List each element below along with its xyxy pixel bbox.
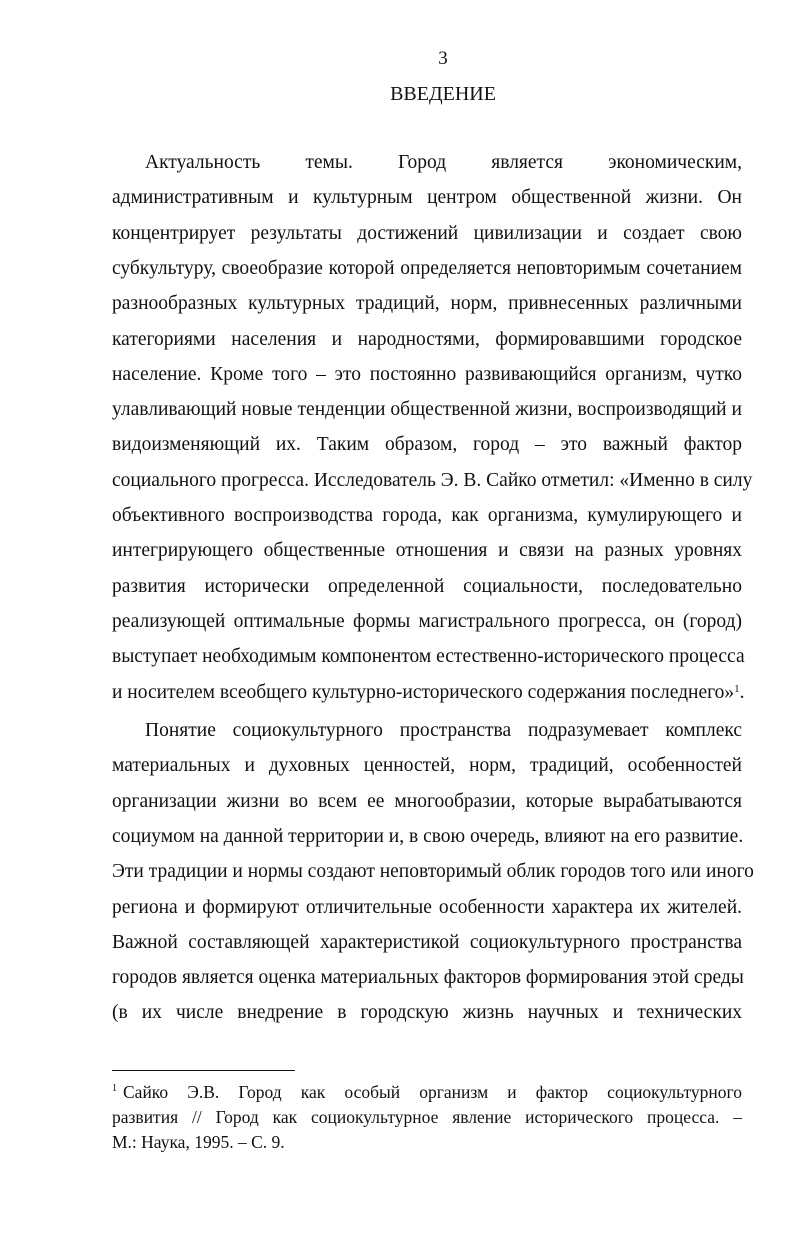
text-line <box>112 292 742 316</box>
text-line <box>112 645 745 669</box>
text-line <box>112 257 742 281</box>
text-line <box>112 610 742 634</box>
text-line-content: концентрирует результаты достижений цивилизации и создает свою <box>112 222 742 244</box>
text-line-content: городов является оценка материальных факторов формирования этой среды <box>112 967 744 989</box>
text-line <box>112 186 742 210</box>
text-line-content: интегрирующего общественные отношения и связи на разных уровнях <box>112 540 742 562</box>
text-line-content: реализующей оптимальные формы магистрального прогресса, он (город) <box>112 610 742 632</box>
footnote-mark: 1 <box>112 1083 117 1094</box>
text-line-content: Актуальность темы. Город является экономическим, <box>145 152 742 173</box>
text-line-content: разнообразных культурных традиций, норм, привнесенных различными <box>112 293 742 315</box>
footnote-text: развития // Город как социокультурное явление исторического процесса. – <box>112 1107 742 1127</box>
text-line-content: субкультуру, своеобразие которой определяется неповторимым сочетанием <box>112 257 742 279</box>
text-line-content: социумом на данной территории и, в свою очередь, влияют на его развитие. <box>112 825 744 847</box>
text-line <box>112 222 742 246</box>
text-line-content: материальных и духовных ценностей, норм, традиций, особенностей <box>112 755 742 777</box>
footnote-separator <box>112 1070 295 1071</box>
text-line <box>112 931 742 955</box>
text-line-content: население. Кроме того – это постоянно развивающийся организм, чутко <box>112 363 742 385</box>
footnote-text: М.: Наука, 1995. – С. 9. <box>112 1132 285 1152</box>
text-line-content: (в их числе внедрение в городскую жизнь научных и технических <box>112 1002 742 1024</box>
text-line <box>112 539 742 563</box>
text-line <box>112 575 742 599</box>
text-line <box>112 328 742 352</box>
text-line-content: Важной составляющей характеристикой социокультурного пространства <box>112 931 742 953</box>
text-line-content: социального прогресса. Исследователь Э. В. Сайко отметил: «Именно в силу <box>112 469 753 491</box>
text-line-content: Понятие социокультурного пространства подразумевает комплекс <box>145 720 742 741</box>
text-line-content: организации жизни во всем ее многообразии, которые вырабатываются <box>112 790 742 812</box>
text-line <box>112 398 742 422</box>
text-line <box>112 896 742 920</box>
footnote-reference[interactable]: 1 <box>734 682 740 695</box>
text-line-content: категориями населения и народностями, формировавшими городское <box>112 328 742 350</box>
text-line <box>112 790 742 814</box>
text-line-content: региона и формируют отличительные особенности характера их жителей. <box>112 896 742 918</box>
text-line <box>112 1001 742 1025</box>
text-line-content: административным и культурным центром общественной жизни. Он <box>112 187 742 209</box>
footnote-line <box>112 1081 742 1103</box>
text-line <box>112 433 742 457</box>
text-line-content: выступает необходимым компонентом естественно-исторического процесса <box>112 646 745 668</box>
section-heading: ВВЕДЕНИЕ <box>390 83 496 105</box>
page-number: 3 <box>438 48 448 69</box>
footnote-line <box>112 1131 742 1153</box>
text-line-content: объективного воспроизводства города, как организма, кумулирующего и <box>112 505 742 526</box>
text-line <box>112 825 742 849</box>
text-line <box>112 504 742 528</box>
text-line <box>112 363 742 387</box>
footnote-text: Сайко Э.В. Город как особый организм и фактор социокультурного <box>123 1082 742 1102</box>
text-line-content: развития исторически определенной социальности, последовательно <box>112 575 742 597</box>
text-line <box>112 469 753 493</box>
text-line <box>145 719 742 743</box>
text-line <box>145 151 742 175</box>
text-line <box>112 754 742 778</box>
text-line <box>112 966 742 990</box>
text-line-content: Эти традиции и нормы создают неповторимый облик городов того или иного <box>112 861 754 883</box>
text-line-content: улавливающий новые тенденции общественной жизни, воспроизводящий и <box>112 399 742 421</box>
text-line-content: и носителем всеобщего культурно-исторического содержания последнего» <box>112 681 735 703</box>
text-line-content: видоизменяющий их. Таким образом, город – это важный фактор <box>112 434 742 456</box>
footnote-line <box>112 1106 742 1128</box>
text-line <box>112 860 754 884</box>
text-line: и носителем всеобщего культурно-исторического содержания последнего»$^1$. <box>112 681 745 703</box>
